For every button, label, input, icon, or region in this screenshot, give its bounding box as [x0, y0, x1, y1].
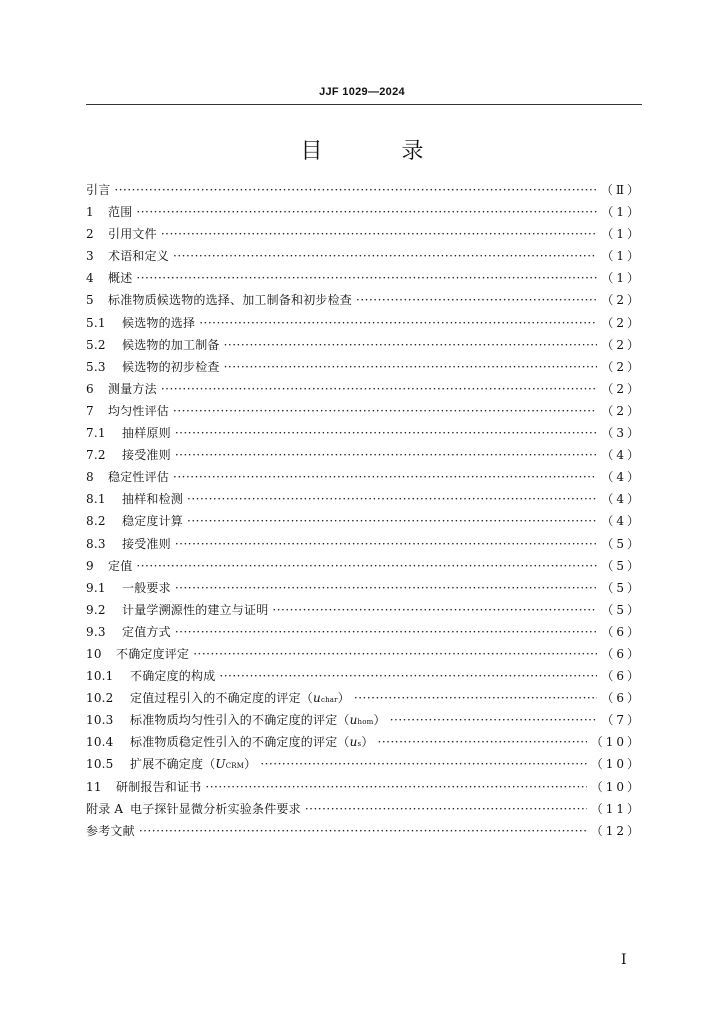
toc-entry-title: 候选物的选择 [122, 315, 196, 330]
toc-entry-title: 一般要求 [122, 580, 171, 595]
toc-entry-number: 7 [86, 403, 94, 418]
toc-entry-title: 标准物质候选物的选择、加工制备和初步检查 [108, 293, 353, 308]
toc-entry[interactable] [86, 225, 642, 247]
toc-entry-number: 10.4 [86, 735, 114, 750]
toc-leader-dots [272, 603, 597, 617]
toc-entry-title: 范围 [108, 205, 133, 220]
toc-entry-page: （6） [601, 669, 642, 684]
toc-leader-dots [173, 249, 597, 263]
toc-entry-number: 10.3 [86, 713, 114, 728]
toc-entry-symbol-subscript: CRM [225, 762, 245, 771]
toc-entry-number: 8.1 [86, 492, 106, 507]
toc-entry-number: 8 [86, 470, 94, 485]
toc-leader-dots [354, 691, 597, 705]
toc-entry-number: 8.3 [86, 536, 106, 551]
toc-entry-page: （5） [601, 536, 642, 551]
toc-leader-dots [187, 492, 597, 506]
toc-entry-title: 参考文献 [86, 823, 135, 838]
toc-entry-title: 接受准则 [122, 448, 171, 463]
toc-leader-dots [390, 713, 598, 727]
toc-entry-title: 引用文件 [108, 227, 157, 242]
toc-entry-title: 引言 [86, 183, 111, 197]
toc-entry-page: （3） [601, 426, 642, 441]
toc-entry[interactable] [86, 468, 642, 490]
toc-entry-title: 候选物的加工制备 [122, 337, 220, 352]
toc-entry-number: 7.1 [86, 426, 106, 441]
toc-entry-close-paren: ） [337, 691, 350, 706]
toc-entry[interactable] [86, 269, 642, 291]
toc-entry-page: （6） [601, 691, 642, 706]
toc-entry-page: （5） [601, 602, 642, 617]
toc-leader-dots [136, 271, 597, 285]
toc-leader-dots [305, 802, 587, 816]
toc-leader-dots [175, 537, 598, 551]
toc-leader-dots [356, 293, 597, 307]
toc-entry[interactable] [86, 490, 642, 512]
toc-entry-page: （4） [601, 448, 642, 463]
toc-entry-page: （5） [601, 558, 642, 573]
toc-entry-number: 6 [86, 381, 94, 396]
toc-entry-page: （10） [590, 735, 642, 750]
toc-leader-dots [199, 316, 597, 330]
toc-entry-close-paren: ） [361, 735, 374, 750]
toc-entry-page: （2） [601, 293, 642, 308]
toc-entry-page: （2） [601, 381, 642, 396]
toc-entry-title: 计量学溯源性的建立与证明 [122, 602, 269, 617]
toc-entry[interactable] [86, 358, 642, 380]
toc-entry-page: （1） [601, 205, 642, 220]
toc-entry[interactable] [86, 314, 642, 336]
toc-leader-dots [187, 514, 597, 528]
toc-entry[interactable] [86, 822, 642, 844]
toc-entry[interactable] [86, 689, 642, 711]
toc-entry-title: 定值 [108, 558, 133, 573]
toc-entry-title: 标准物质均匀性引入的不确定度的评定（ [130, 713, 350, 728]
toc-leader-dots [224, 338, 598, 352]
toc-entry[interactable] [86, 645, 642, 667]
toc-entry-page: （4） [601, 492, 642, 507]
toc-entry-close-paren: ） [244, 757, 257, 772]
toc-leader-dots [139, 824, 587, 838]
toc-entry-title: 术语和定义 [108, 249, 170, 264]
toc-entry-page: （1） [601, 227, 642, 242]
toc-entry-title: 概述 [108, 271, 133, 286]
toc-entry[interactable] [86, 557, 642, 579]
toc-entry-symbol-subscript: hom [357, 718, 374, 727]
toc-entry-page: （2） [601, 359, 642, 374]
toc-entry-title: 抽样原则 [122, 426, 171, 441]
toc-leader-dots [224, 360, 598, 374]
toc-entry[interactable] [86, 380, 642, 402]
toc-leader-dots [173, 470, 597, 484]
toc-entry[interactable] [86, 446, 642, 468]
toc-entry-number: 附录 A [86, 801, 124, 816]
toc-entry[interactable] [86, 623, 642, 645]
toc-entry-page: （11） [590, 801, 642, 816]
toc-entry[interactable] [86, 247, 642, 269]
toc-entry[interactable] [86, 579, 642, 601]
toc-entry[interactable] [86, 601, 642, 623]
toc-entry-title: 研制报告和证书 [116, 779, 202, 794]
toc-entry-title: 测量方法 [108, 381, 157, 396]
toc-entry-number: 4 [86, 271, 94, 286]
toc-entry[interactable] [86, 181, 642, 203]
toc-entry[interactable] [86, 778, 642, 800]
toc-entry-page: （2） [601, 403, 642, 418]
toc-entry-number: 5.3 [86, 359, 106, 374]
table-of-contents [86, 181, 642, 844]
toc-entry-page: （1） [601, 271, 642, 286]
toc-entry-symbol-subscript: s [357, 740, 362, 749]
toc-entry-page: （4） [601, 470, 642, 485]
toc-entry-title: 定值过程引入的不确定度的评定（ [130, 691, 314, 706]
toc-entry-page: （Ⅱ） [600, 183, 642, 197]
toc-entry[interactable] [86, 336, 642, 358]
toc-entry-page: （5） [601, 580, 642, 595]
toc-leader-dots [378, 735, 587, 749]
toc-entry-page: （2） [601, 337, 642, 352]
toc-entry-title: 抽样和检测 [122, 492, 184, 507]
toc-entry-title: 不确定度评定 [116, 646, 190, 661]
toc-entry-page: （6） [601, 646, 642, 661]
toc-entry[interactable] [86, 424, 642, 446]
toc-entry-page: （10） [590, 757, 642, 772]
toc-entry-symbol-subscript: char [320, 696, 338, 705]
toc-entry-title: 稳定性评估 [108, 470, 170, 485]
toc-leader-dots [114, 183, 596, 197]
toc-leader-dots [219, 669, 597, 683]
toc-leader-dots [205, 780, 586, 794]
toc-entry[interactable] [86, 535, 642, 557]
toc-leader-dots [136, 559, 597, 573]
toc-entry-close-paren: ） [373, 713, 386, 728]
toc-entry-number: 10.2 [86, 691, 114, 706]
toc-entry-symbol: U [215, 757, 226, 772]
toc-entry-number: 9 [86, 558, 94, 573]
page-number: I [621, 952, 627, 968]
toc-leader-dots [175, 426, 598, 440]
toc-entry-symbol: u [349, 713, 358, 728]
toc-entry-page: （7） [601, 713, 642, 728]
toc-leader-dots [161, 227, 598, 241]
page-title: 目 录 [300, 139, 460, 164]
toc-entry-number: 10.5 [86, 757, 114, 772]
toc-entry-number: 8.2 [86, 514, 106, 529]
toc-entry-page: （12） [590, 823, 642, 838]
toc-entry[interactable] [86, 291, 642, 313]
toc-leader-dots [260, 757, 586, 771]
toc-entry-title: 不确定度的构成 [130, 669, 216, 684]
toc-entry-number: 10.1 [86, 669, 114, 684]
toc-entry-page: （6） [601, 624, 642, 639]
toc-entry[interactable] [86, 800, 642, 822]
document-code-header: JJF 1029—2024 [319, 86, 405, 98]
toc-entry[interactable] [86, 203, 642, 225]
toc-entry-title: 定值方式 [122, 624, 171, 639]
toc-entry[interactable] [86, 512, 642, 534]
toc-leader-dots [175, 581, 598, 595]
toc-entry-number: 5 [86, 293, 94, 308]
toc-entry-number: 2 [86, 227, 94, 242]
toc-entry-number: 1 [86, 205, 94, 220]
toc-leader-dots [193, 647, 597, 661]
toc-entry-number: 7.2 [86, 448, 106, 463]
toc-entry-title: 候选物的初步检查 [122, 359, 220, 374]
toc-entry-page: （10） [590, 779, 642, 794]
toc-entry[interactable] [86, 402, 642, 424]
toc-leader-dots [175, 625, 598, 639]
toc-entry[interactable] [86, 667, 642, 689]
toc-entry-number: 3 [86, 249, 94, 264]
toc-leader-dots [175, 448, 598, 462]
toc-entry-page: （1） [601, 249, 642, 264]
toc-entry-number: 11 [86, 779, 102, 794]
toc-entry-number: 9.2 [86, 602, 106, 617]
toc-entry[interactable] [86, 733, 642, 755]
toc-entry-number: 5.1 [86, 315, 106, 330]
header-rule [86, 104, 642, 105]
toc-entry-number: 9.1 [86, 580, 106, 595]
toc-entry-title: 电子探针显微分析实验条件要求 [130, 801, 301, 816]
toc-entry-number: 9.3 [86, 624, 106, 639]
toc-entry-title: 标准物质稳定性引入的不确定度的评定（ [130, 735, 350, 750]
toc-entry[interactable] [86, 755, 642, 777]
toc-entry-title: 均匀性评估 [108, 403, 170, 418]
toc-entry-page: （2） [601, 315, 642, 330]
toc-entry-page: （4） [601, 514, 642, 529]
toc-entry-title: 稳定度计算 [122, 514, 184, 529]
toc-leader-dots [161, 382, 598, 396]
toc-entry-symbol: u [349, 735, 358, 750]
toc-leader-dots [136, 205, 597, 219]
toc-entry-number: 10 [86, 646, 102, 661]
toc-entry[interactable] [86, 711, 642, 733]
toc-leader-dots [173, 404, 597, 418]
toc-entry-title: 扩展不确定度（ [130, 757, 216, 772]
toc-entry-title: 接受准则 [122, 536, 171, 551]
toc-entry-number: 5.2 [86, 337, 106, 352]
toc-entry-symbol: u [313, 691, 321, 706]
